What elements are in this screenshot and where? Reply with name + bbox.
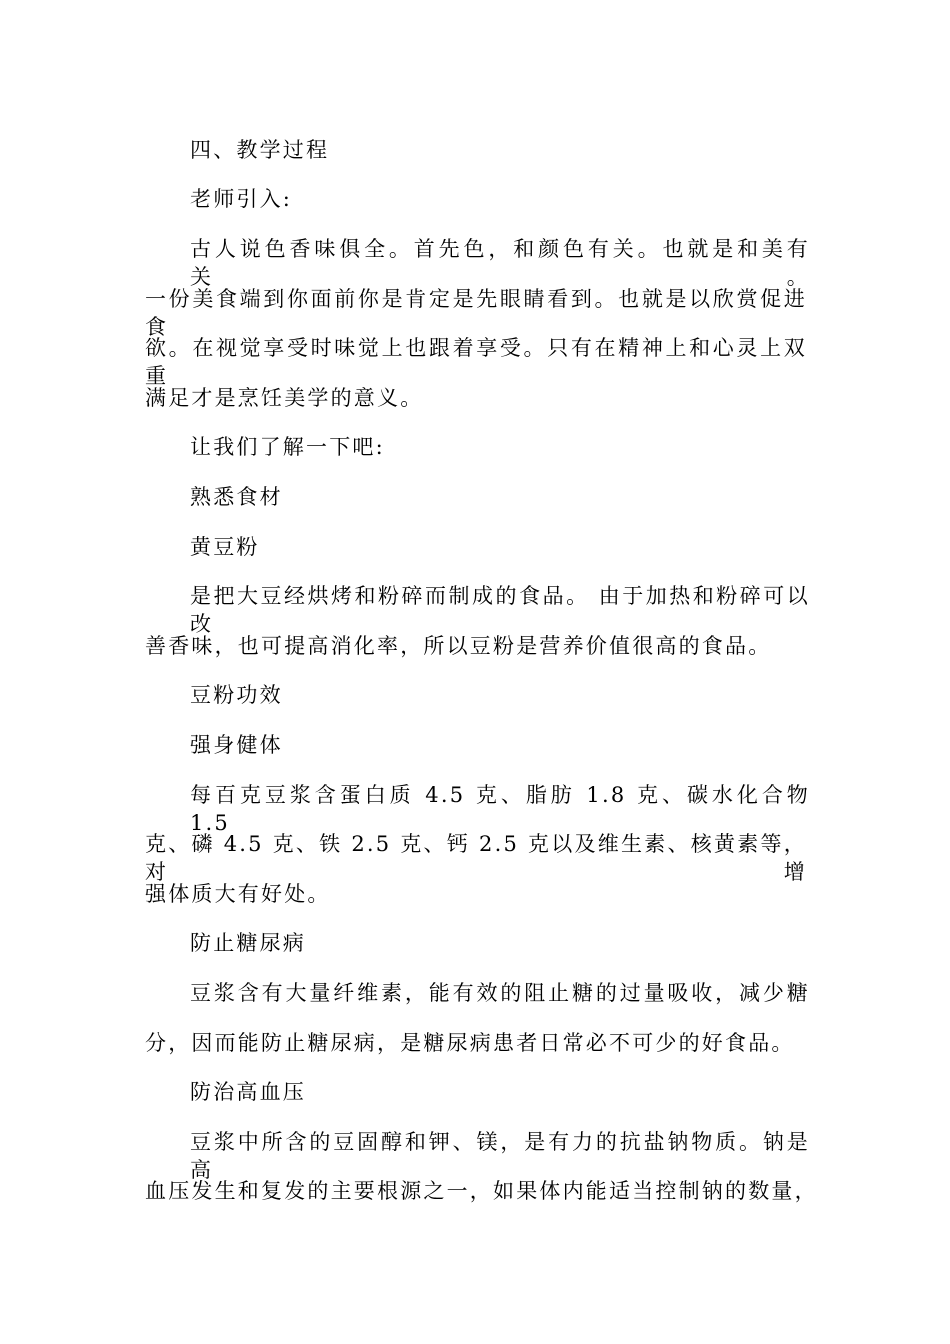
text-line: 豆浆中所含的豆固醇和钾、镁，是有力的抗盐钠物质。钠是高 [190,1130,810,1182]
subheading: 豆粉功效 [190,683,283,707]
text-line: 是把大豆经烘烤和粉碎而制成的食品。 由于加热和粉碎可以改 [190,584,810,636]
text-line: 善香味，也可提高消化率，所以豆粉是营养价值很高的食品。 [145,634,772,658]
text-line: 古人说色香味俱全。首先色，和颜色有关。也就是和美有关。 [190,237,810,289]
subheading: 强身健体 [190,733,283,757]
subheading: 防止糖尿病 [190,931,306,955]
text-line: 老师引入: [190,187,293,211]
text-line: 欲。在视觉享受时味觉上也跟着享受。只有在精神上和心灵上双重 [145,336,807,388]
text-line: 一份美食端到你面前你是肯定是先眼睛看到。也就是以欣赏促进食 [145,287,807,339]
text-line: 满足才是烹饪美学的意义。 [145,386,424,410]
text-line: 血压发生和复发的主要根源之一，如果体内能适当控制钠的数量， [145,1179,818,1203]
text-line: 克、磷 4.5 克、铁 2.5 克、钙 2.5 克以及维生素、核黄素等，对增 [145,832,807,884]
subheading: 熟悉食材 [190,485,283,509]
subheading: 防治高血压 [190,1080,306,1104]
text-line: 豆浆含有大量纤维素，能有效的阻止糖的过量吸收，减少糖 [190,981,810,1005]
text-line: 每百克豆浆含蛋白质 4.5 克、脂肪 1.8 克、碳水化合物 1.5 [190,783,810,835]
text-line: 分，因而能防止糖尿病，是糖尿病患者日常必不可少的好食品。 [145,1031,795,1055]
subheading: 黄豆粉 [190,535,260,559]
text-line: 让我们了解一下吧: [190,435,385,459]
section-heading: 四、教学过程 [190,138,330,162]
text-line: 强体质大有好处。 [145,882,331,906]
